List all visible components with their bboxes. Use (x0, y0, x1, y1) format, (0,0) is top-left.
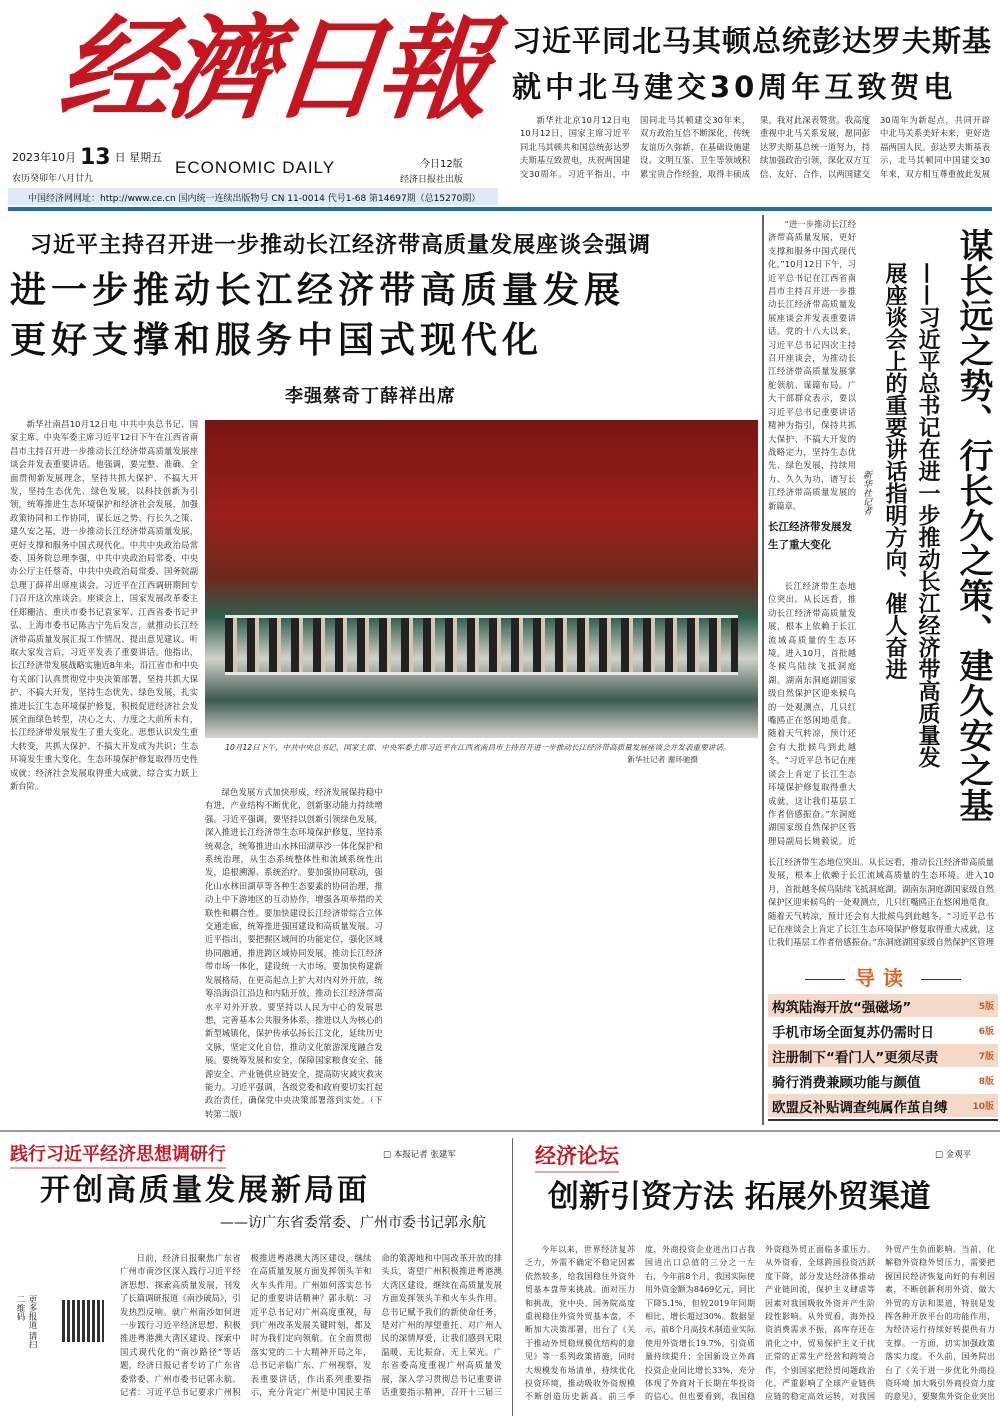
page-count: 今日12版 (420, 159, 463, 170)
guide-item-page: 8版 (978, 1077, 994, 1087)
guide-rule (768, 1119, 998, 1121)
qr-label: 更多报道 请扫二维码 (15, 1295, 37, 1349)
guide-item-label: 构筑陆海开放“强磁场” (772, 999, 912, 1016)
bottom-right-headline[interactable]: 创新引资方法 拓展外贸渠道 (548, 1179, 931, 1215)
photo-caption (210, 742, 758, 766)
commentary-headline[interactable]: 谋长远之势、行长久之策、建久安之基 (953, 228, 993, 823)
guide-title: 导读 (768, 966, 998, 990)
byline-right: □ 金观平 (935, 1150, 972, 1160)
bottom-left-subhead: ——访广东省委常委、广州市委书记郭永航 (220, 1215, 486, 1231)
guide-item[interactable] (768, 1019, 998, 1042)
newspaper-logo: 经濟日報 (53, 4, 492, 135)
guide-item-label: 手机市场全面复苏仍需时日 (772, 1024, 934, 1041)
date-day: 13 (80, 145, 111, 170)
publisher: 经济日报社出版 (400, 175, 464, 185)
meeting-photo (205, 420, 758, 738)
english-name: ECONOMIC DAILY (175, 158, 336, 177)
top-story-headline[interactable] (512, 18, 992, 110)
commentary-intro: “进一步推动长江经济带高质量发展，更好支撑和服务中国式现代化。”10月12日下午，习近平总书记在江西省南昌市主持召开进一步推动长江经济带高质量发展座谈会并发表重要讲话。党的十八大以来，习近平总书记四次主持召开座谈会，为推动长江经济带高质量发展掌舵领航、谋篇布局。广大干部群众表示，要以习近平总书记重要讲话精神为指引，保持共抓大保护、不搞大开发的战略定力，坚持生态优先、绿色发展，持续用力、久久为功，谱写长江经济带高质量发展的新篇章。 (768, 219, 856, 511)
guide-item-page: 7版 (978, 1052, 994, 1062)
commentary-section-head: 长江经济带发展发生了重大变化 (768, 521, 852, 551)
guide-item-label: 欧盟反补贴调查纯属作茧自缚 (772, 1099, 948, 1116)
guide-box (768, 966, 998, 1121)
top-headline-line-2: 就中北马建交30周年互致贺电 (512, 70, 957, 104)
date-prefix: 2023年10月 (12, 151, 76, 164)
top-story-text: 新华社北京10月12日电 10月12日，国家主席习近平同北马其顿共和国总统彭达罗夫斯基互致贺电，庆祝两国建交30周年。习近平指出，中国同北马其顿建交30年来，双方政治互信不断深化，传统友谊历久弥新，在基础设施建设、文明互鉴、卫生等领域积累宝贵合作经验，取得丰硕成果。我对此深表赞赏。我高度重视中北马关系发展，愿同彭达罗夫斯基总统一道努力，持续加强政治引领，深化双方互信、友好、合作，以两国建交30周年为新起点，共同开辟中北马关系美好未来，更好造福两国人民。彭达罗夫斯基表示，北马其顿同中国建交30年来，双方相互尊重彼此发展 (520, 115, 990, 179)
commentary-body-cont: 长江经济带生态地位突出。从长远看，推动长江经济带高质量发展，根本上依赖于长江流域高质量的生态环境。进入10月，首批越冬候鸟陆续飞抵洞庭湖。湖南东洞庭湖国家级自然保护区迎来候鸟的一处观测点，几只红嘴鸥正在悠闲地觅食。随着天气转凉，预计还会有大批候鸟到此越冬。“习近平总书记在座谈会上肯定了长江生态环境保护修复取得重大成就，这让我们基层工作者倍感振奋。”东洞庭湖国家级自然保护区管理 (768, 857, 994, 948)
lead-headline-line-2: 更好支撑和服务中国式现代化 (10, 319, 544, 361)
commentary-body: 长江经济带生态地位突出。从长远看，推动长江经济带高质量发展，根本上依赖于长江流域高质量的生态环境。进入10月，首批越冬候鸟陆续飞抵洞庭湖。湖南东洞庭湖国家级自然保护区迎来候鸟的一处观测点，几只红嘴鸥正在悠闲地觅食。随着天气转凉，预计还会有大批候鸟到此越冬。“习近平总书记在座谈会上肯定了长江生态环境保护修复取得重大成就，这让我们基层工作者倍感振奋。”东洞庭湖国家级自然保护区管理局副局长姚毅说。近 (768, 581, 856, 846)
lead-body-left: 新华社南昌10月12日电 中共中央总书记、国家主席、中央军委主席习近平12日下午在江西省南昌市主持召开进一步推动长江经济带高质量发展座谈会并发表重要讲话。他强调，要完整、准确、全面贯彻新发展理念，坚持共抓大保护、不搞大开发，坚持生态优先、绿色发展，以科技创新为引领，统筹推进生态环境保护和经济社会发展，加强政策协同和工作协同，谋长远之势、行长久之策、建久安之基，进一步推动长江经济带高质量发展，更好支撑和服务中国式现代化。中共中央政治局常委、国务院总理李强，中共中央政治局常委、中央办公厅主任蔡奇，中共中央政治局常委、国务院副总理丁薛祥出席座谈会。习近平在江西调研期间专门召开这次座谈会。座谈会上，国家发展改革委主任郑栅洁、重庆市委书记袁家军、江西省委书记尹弘、上海市委书记陈吉宁先后发言，就推动长江经济带高质量发展汇报工作情况、提出意见建议。听取大家发言后，习近平发表了重要讲话。他指出，长江经济带发展战略实施近8年来，沿江省市和中央有关部门认真贯彻党中央决策部署，坚持共抓大保护、不搞大开发，坚持生态优先、绿色发展，扎实推进长江生态环境保护修复，积极促进经济社会发展全面绿色转型，决心之大、力度之大前所未有，长江经济带发展发生了重大变化。思想认识发生重大转变，共抓大保护、不搞大开发成为共识；生态环境发生重大变化，生态环境保护修复取得历史性成就；经济社会发展取得重大成就，综合实力跃上新台阶。 (10, 419, 198, 791)
lead-kicker: 习近平主持召开进一步推动长江经济带高质量发展座谈会强调 (30, 233, 652, 258)
guide-item[interactable] (768, 1094, 998, 1117)
section-label-right: 经济论坛 (535, 1140, 619, 1173)
lead-headline[interactable] (10, 265, 760, 365)
masthead-rule (8, 207, 992, 211)
bottom-divider (512, 1138, 513, 1416)
byline-left: □ 本报记者 张建军 (383, 1150, 456, 1160)
date-suffix: 日 星期五 (114, 151, 163, 164)
issue-date (12, 146, 162, 170)
lunar-date: 农历癸卯年八月廿九 (12, 174, 94, 184)
section-divider (0, 1130, 1000, 1132)
guide-item[interactable] (768, 1069, 998, 1092)
guide-item-page: 5版 (978, 1002, 994, 1012)
guide-item-page: 10版 (972, 1102, 994, 1112)
lead-subhead: 李强蔡奇丁薛祥出席 (285, 386, 456, 407)
info-bar: 中国经济网网址：http://www.ce.cn 国内统一连续出版物号 CN 11-0014 代号1-68 第14697期（总15270期） (8, 188, 498, 205)
lead-headline-line-1: 进一步推动长江经济带高质量发展 (10, 269, 626, 311)
bottom-left-headline[interactable]: 开创高质量发展新局面 (40, 1173, 370, 1208)
column-divider (762, 215, 764, 1125)
top-headline-line-1: 习近平同北马其顿总统彭达罗夫斯基 (512, 24, 993, 58)
section-label-left: 践行习近平经济思想调研行 (10, 1140, 226, 1169)
qr-code[interactable] (62, 1300, 104, 1342)
lead-body-bottom: 绿色发展方式加快形成，经济发展保持稳中有进，产业结构不断优化，创新驱动能力持续增强。习近平强调，要坚持以创新引领绿色发展，深入推进长江经济带生态环境保护修复，坚持系统观念，统筹推进山水林田湖草沙一体化保护和系统治理，从生态系统整体性和流域系统性出发，追根溯源、系统治疗。要加强协同联动，强化山水林田湖草等各种生态要素的协同治理，推动上中下游地区的互动协作，增强各项举措的关联性和耦合性。要加快建设长江经济带综合立体交通走廊，统筹推进强国建设和高质量发展。习近平指出，要把握区域间的功能定位，强化区域协同融通，推进跨区域协同发展，推动长江经济带市场一体化，建设统一大市场。要加快构建新发展格局，在更高起点上扩大对内对外开放，统筹沿海沿江沿边和内陆开放，推动长江经济带高水平对外开放。要坚持以人民为中心的发展思想，完善基本公共服务体系，推进以人为核心的新型城镇化，保护传承弘扬长江文化，延续历史文脉，坚定文化自信，推动文化旅游深度融合发展。要统筹发展和安全，保障国家粮食安全、能源安全、产业链供应链安全，提高防灾减灾救灾能力。习近平强调，各级党委和政府要切实扛起政治责任，确保党中央决策部署落到实处。（下转第二版） (205, 787, 383, 1119)
guide-item[interactable] (768, 994, 998, 1017)
guide-item-page: 6版 (978, 1027, 994, 1037)
photo-credit: 新华社记者 谢环驰摄 (627, 755, 698, 764)
guide-item-label: 注册制下“看门人”更须尽责 (772, 1049, 939, 1066)
commentary-subtitle: ——习近平总书记在进一步推动长江经济带高质量发展座谈会上的重要讲话指明方向、催人奋进 (882, 262, 941, 768)
bottom-right-text: 今年以来，世界经济复苏乏力，外需不确定不稳定因素依然较多，给我国稳住外资外贸基本盘带来挑战。面对压力和挑战，党中央、国务院高度重视稳住外资外贸基本盘，不断加大决策部署，出台了《关于推动外贸稳规模优结构的意见》等一系列政策措施，同时大规模发布场清单，持续优化投资环境，推动吸收外资规模不断创造历史新高。前三季度，外商投资企业进出口占我国进出口总值的三分之一左右，今年前8个月，我国实际使用外资金额为8469亿元，同比下降5.1%，但较2019年同期相比，增长超过30%。数据显示，前8个月高技术制造业实际使用外资增长19.7%，引资质量持续提升；全国新设立外商投资企业同比增长33%，充分体现了外商对于长期在华投资的信心。但也要看到，我国稳外资稳外贸正面临多重压力。从外资看，全球跨国投资活跃度下降，部分发达经济体推动产业链回流，保护主义肆虐等因素对我国吸收外资并产生阶段性影响。从外贸看，海外投资消费需求不振，高库存还在消化之中，贸易保护主义干扰正常的正常生产经营和跨境合作，个别国家把经贸问题政治化，严重影响了全球产业链供应链的稳定高效运转，对我国外贸产生负面影响。当前，化解稳外资稳外贸压力，需要把握国民经济恢复向好的有利因素，不断创新利用外资、做大外贸的方法和渠道，特别是发挥各种开放平台的功能作用，为经济运行持续好转提供有力支撑。一方面，切实加强政策落实力度。不久前，国务院出台了《关于进一步优化外商投资环境 加大吸引外商投资力度的意见》，要聚焦外资企业突出 (525, 1245, 995, 1402)
guide-item[interactable] (768, 1044, 998, 1067)
commentary-byline: 新华社记者 (861, 470, 871, 515)
guide-item-label: 骑行消费兼顾功能与颜值 (772, 1074, 921, 1091)
caption-text: 10月12日下午，中共中央总书记、国家主席、中央军委主席习近平在江西省南昌市主持召开进一步推动长江经济带高质量发展座谈会并发表重要讲话。 (225, 743, 731, 752)
bottom-left-text: 日前，经济日报聚焦广东省广州市南沙区深入践行习近平经济思想、探索高质量发展，刊发了长篇调研报道《南沙破局》，引发热烈反响。就广州南沙如何进一步践行习近平经济思想、积极推进粤港澳大湾区建设、探索中国式现代化的“南沙路径”等话题，经济日报记者专访了广东省委常委、广州市委书记郭永航。记者：习近平总书记要求广州积极推进粤港澳大湾区建设，继续在高质量发展方面发挥领头羊和火车头作用。广州如何落实总书记的重要讲话精神？郭永航：习近平总书记对广州高度重视，每到广州改革发展关键时刻，都及时为我们定向领航。在全面贯彻落实党的二十大精神开局之年，总书记亲临广东、广州视察，发表重要讲话，作出系列重要指示，充分肯定广州是中国民主革命的策源地和中国改革开放的排头兵，寄望广州积极推进粤港澳大湾区建设，继续在高质量发展方面发挥领头羊和火车头作用。总书记赋予我们的新使命任务，是对广州的厚望重托、对广州人民的深情厚爱，让我们感到无限温暖、无比振奋、无上荣光。广东省委高度重视广州高质量发展，深入学习贯彻总书记重要讲话重要指示精神，召开十三届三 (120, 1253, 502, 1398)
